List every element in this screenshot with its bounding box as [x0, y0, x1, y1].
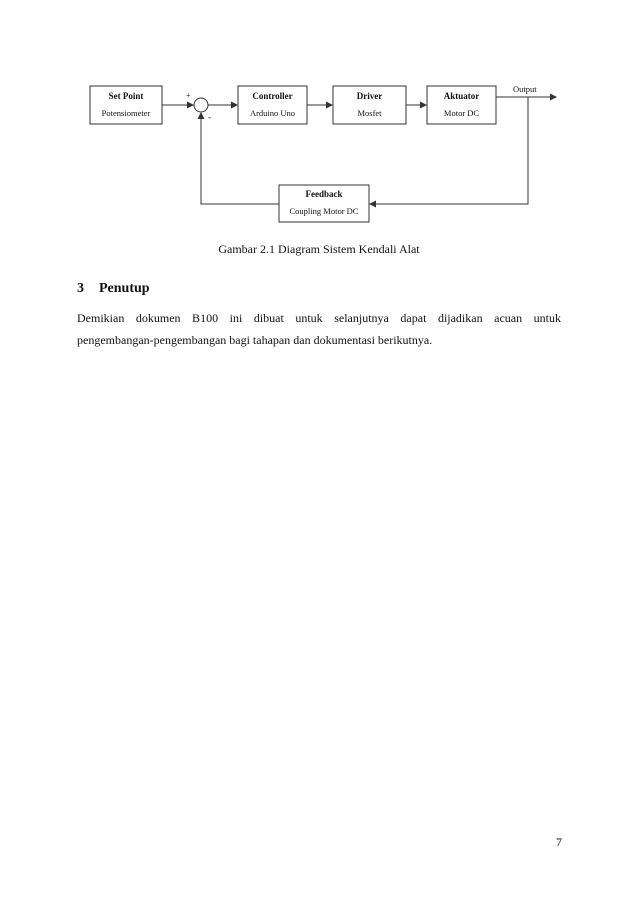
block-set-point	[90, 86, 162, 124]
page-number: 7	[556, 835, 562, 849]
block-set-point-subtitle: Potensiometer	[101, 108, 151, 118]
block-controller	[238, 86, 307, 124]
section-heading	[77, 280, 150, 298]
block-feedback-subtitle: Coupling Motor DC	[289, 206, 359, 216]
block-feedback	[279, 185, 369, 222]
block-driver-title: Driver	[356, 91, 383, 101]
minus-sign: -	[208, 112, 211, 122]
plus-sign: +	[186, 91, 191, 100]
block-feedback-title: Feedback	[305, 189, 343, 199]
block-aktuator	[427, 86, 496, 124]
summing-junction	[194, 98, 208, 112]
paragraph-line-2: pengembangan-pengembangan bagi tahapan dan dokumentasi berikutnya.	[77, 333, 433, 347]
paragraph-line-1: Demikian dokumen B100 ini dibuat untuk selanjutnya dapat dijadikan acuan untuk	[77, 311, 561, 325]
output-label: Output	[513, 84, 537, 94]
section-number: 3	[77, 281, 84, 296]
block-aktuator-title: Aktuator	[443, 91, 480, 101]
section-title: Penutup	[99, 281, 150, 296]
block-aktuator-subtitle: Motor DC	[443, 108, 480, 118]
block-set-point-title: Set Point	[108, 91, 144, 101]
block-driver-subtitle: Mosfet	[357, 108, 382, 118]
control-system-block-diagram	[0, 0, 638, 240]
feedback-path-to-junction	[201, 113, 279, 204]
block-driver	[333, 86, 406, 124]
block-controller-title: Controller	[252, 91, 293, 101]
block-controller-subtitle: Arduino Uno	[249, 108, 296, 118]
figure-caption: Gambar 2.1 Diagram Sistem Kendali Alat	[218, 242, 420, 256]
